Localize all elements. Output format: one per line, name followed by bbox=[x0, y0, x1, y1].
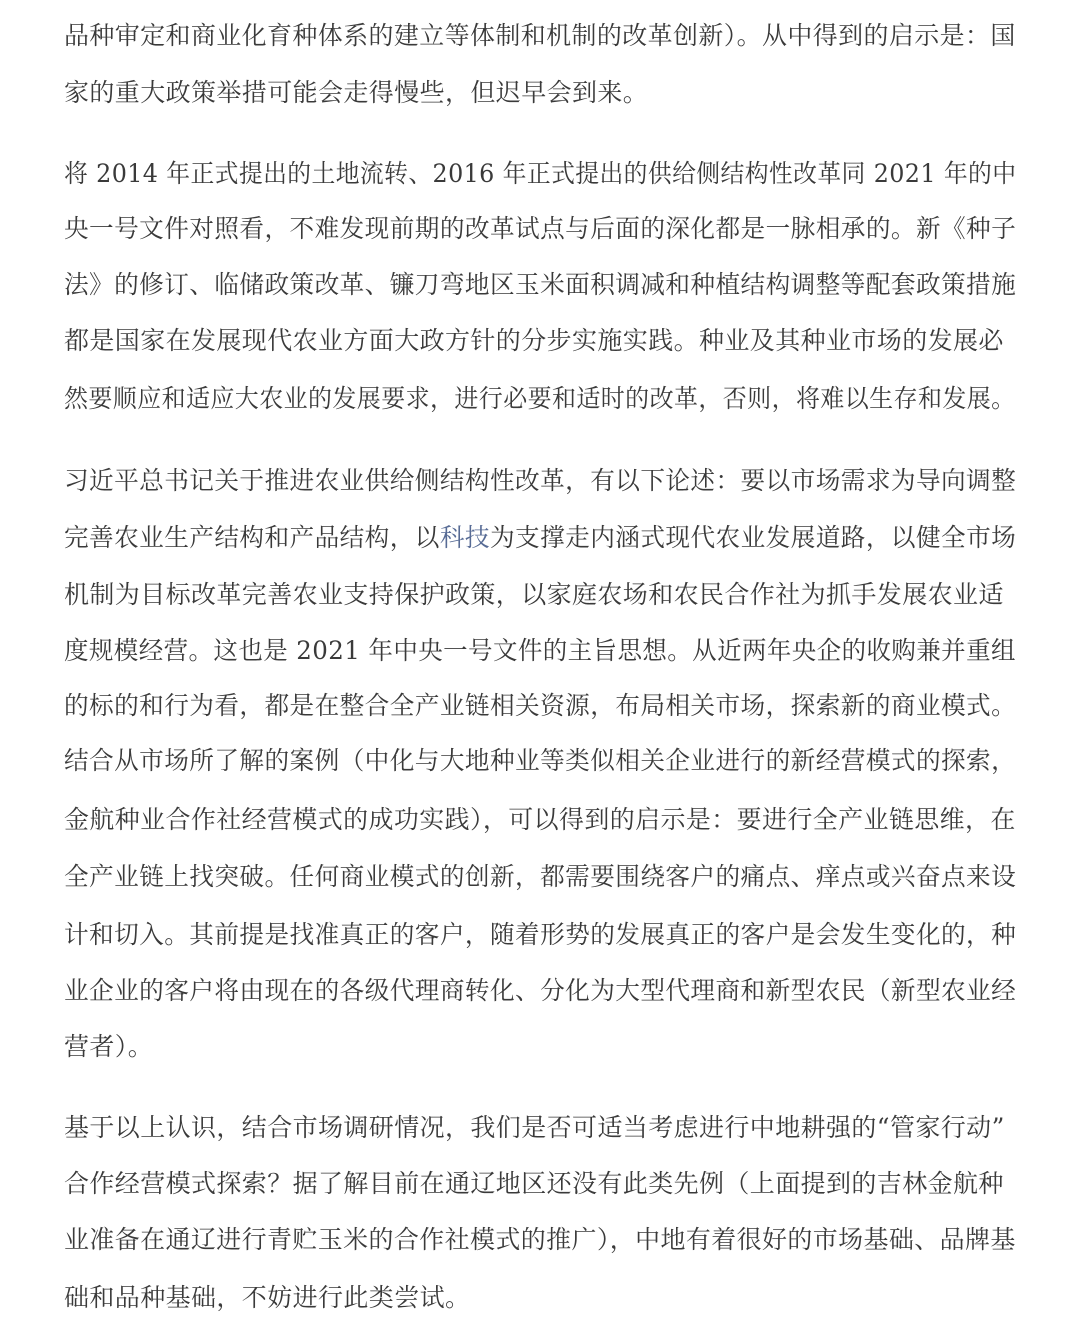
paragraph-2-line-1: 将 2014 年正式提出的土地流转、2016 年正式提出的供给侧结构性改革同 2021 年的中 bbox=[64, 159, 1017, 188]
keji-link[interactable]: 科技 bbox=[439, 523, 490, 552]
paragraph-4-line-1: 基于以上认识，结合市场调研情况，我们是否可适当考虑进行中地耕强的“管家行动” bbox=[64, 1113, 1005, 1142]
paragraph-3-line-11: 营者）。 bbox=[64, 1032, 154, 1061]
paragraph-4-line-2: 合作经营模式探索？据了解目前在通辽地区还没有此类先例（上面提到的吉林金航种 bbox=[64, 1169, 1004, 1198]
paragraph-3-line-7: 金航种业合作社经营模式的成功实践），可以得到的启示是：要进行全产业链思维，在 bbox=[64, 805, 1016, 834]
paragraph-1-line-1: 品种审定和商业化育种体系的建立等体制和机制的改革创新）。从中得到的启示是：国 bbox=[64, 21, 1016, 50]
paragraph-3-line-9: 计和切入。其前提是找准真正的客户，随着形势的发展真正的客户是会发生变化的，种 bbox=[64, 920, 1017, 949]
paragraph-2-line-5: 然要顺应和适应大农业的发展要求，进行必要和适时的改革，否则，将难以生存和发展。 bbox=[64, 384, 1016, 413]
paragraph-3-line-1: 习近平总书记关于推进农业供给侧结构性改革，有以下论述：要以市场需求为导向调整 bbox=[64, 466, 1017, 495]
paragraph-1-line-2: 家的重大政策举措可能会走得慢些，但迟早会到来。 bbox=[64, 78, 649, 107]
paragraph-3-line-2-text-a: 完善农业生产结构和产品结构，以 bbox=[64, 523, 440, 552]
paragraph-2-line-4: 都是国家在发展现代农业方面大政方针的分步实施实践。种业及其种业市场的发展必 bbox=[64, 326, 1004, 355]
paragraph-3-line-8: 全产业链上找突破。任何商业模式的创新，都需要围绕客户的痛点、痒点或兴奋点来设 bbox=[64, 862, 1017, 891]
paragraph-4-line-3: 业准备在通辽进行青贮玉米的合作社模式的推广），中地有着很好的市场基础、品牌基 bbox=[64, 1225, 1016, 1254]
paragraph-3-line-2-text-b: 为支撑走内涵式现代农业发展道路，以健全市场 bbox=[489, 523, 1017, 552]
paragraph-3-line-6: 结合从市场所了解的案例（中化与大地种业等类似相关企业进行的新经营模式的探索， bbox=[64, 746, 1017, 775]
paragraph-3-line-10: 业企业的客户将由现在的各级代理商转化、分化为大型代理商和新型农民（新型农业经 bbox=[64, 976, 1017, 1005]
paragraph-2-line-2: 央一号文件对照看，不难发现前期的改革试点与后面的深化都是一脉相承的。新《种子 bbox=[64, 214, 1017, 243]
paragraph-3-line-3: 机制为目标改革完善农业支持保护政策，以家庭农场和农民合作社为抓手发展农业适 bbox=[64, 580, 1004, 609]
paragraph-2-line-3: 法》的修订、临储政策改革、镰刀弯地区玉米面积调减和种植结构调整等配套政策措施 bbox=[64, 270, 1017, 299]
paragraph-3-line-2 bbox=[64, 523, 1016, 553]
paragraph-3-line-5: 的标的和行为看，都是在整合全产业链相关资源，布局相关市场，探索新的商业模式。 bbox=[64, 691, 1017, 720]
paragraph-3-line-4: 度规模经营。这也是 2021 年中央一号文件的主旨思想。从近两年央企的收购兼并重组 bbox=[64, 636, 1016, 665]
paragraph-4-line-4: 础和品种基础，不妨进行此类尝试。 bbox=[64, 1283, 471, 1312]
